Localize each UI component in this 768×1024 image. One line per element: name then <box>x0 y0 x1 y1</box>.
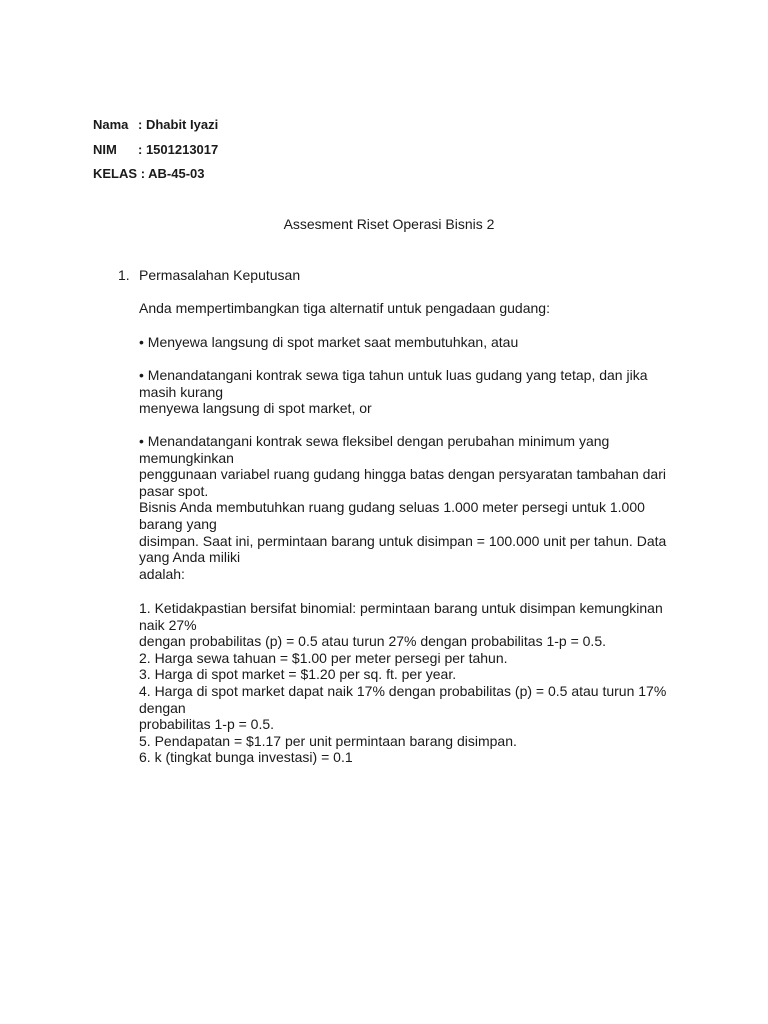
question-intro <box>139 300 699 317</box>
document-title: Assesment Riset Operasi Bisnis 2 <box>283 216 495 232</box>
data-line: 2. Harga sewa tahuan = $1.00 per meter persegi per tahun. <box>139 649 508 666</box>
option-3-line: barang yang <box>139 515 217 532</box>
nim-value: : 1501213017 <box>138 141 219 157</box>
option-3-line: disimpan. Saat ini, permintaan barang untuk disimpan = 100.000 unit per tahun. Data <box>139 532 667 549</box>
question-heading: Permasalahan Keputusan <box>139 267 301 283</box>
option-3-line: • Menandatangani kontrak sewa fleksibel dengan perubahan minimum yang <box>139 433 610 449</box>
option-2 <box>139 367 699 417</box>
data-line: 5. Pendapatan = $1.17 per unit permintaan barang disimpan. <box>139 732 517 749</box>
kelas-label: KELAS <box>93 166 138 181</box>
nama-label: Nama <box>93 117 129 132</box>
option-1-line: • Menyewa langsung di spot market saat membutuhkan, atau <box>139 334 519 350</box>
option-3-line: penggunaan variabel ruang gudang hingga batas dengan persyaratan tambahan dari <box>139 466 666 483</box>
option-3 <box>139 433 699 582</box>
option-3-line: adalah: <box>139 565 185 582</box>
nim-line <box>93 138 218 163</box>
kelas-line <box>93 162 218 187</box>
data-list <box>139 600 699 766</box>
data-line: 6. k (tingkat bunga investasi) = 0.1 <box>139 749 353 766</box>
option-3-line: memungkinkan <box>139 449 234 466</box>
data-line: 3. Harga di spot market = $1.20 per sq. ft. per year. <box>139 666 457 683</box>
data-line: probabilitas 1-p = 0.5. <box>139 716 275 733</box>
nim-label: NIM <box>93 141 117 157</box>
student-info <box>93 113 218 187</box>
data-line: dengan probabilitas (p) = 0.5 atau turun 27% dengan probabilitas 1-p = 0.5. <box>139 633 606 650</box>
option-3-line: Bisnis Anda membutuhkan ruang gudang seluas 1.000 meter persegi untuk 1.000 <box>139 499 645 516</box>
intro-line: Anda mempertimbangkan tiga alternatif untuk pengadaan gudang: <box>139 300 550 316</box>
option-3-line: pasar spot. <box>139 482 209 499</box>
kelas-value: : AB-45-03 <box>140 166 205 181</box>
data-line: naik 27% <box>139 616 197 633</box>
data-line: dengan <box>139 699 186 716</box>
data-line: 4. Harga di spot market dapat naik 17% dengan probabilitas (p) = 0.5 atau turun 17% <box>139 682 667 699</box>
option-1 <box>139 334 699 351</box>
question-number: 1. <box>118 267 130 283</box>
option-2-line: • Menandatangani kontrak sewa tiga tahun untuk luas gudang yang tetap, dan jika <box>139 367 648 383</box>
option-2-line: menyewa langsung di spot market, or <box>139 400 372 417</box>
data-line: 1. Ketidakpastian bersifat binomial: permintaan barang untuk disimpan kemungkinan <box>139 600 663 616</box>
nama-value: : Dhabit Iyazi <box>138 117 219 132</box>
option-2-line: masih kurang <box>139 383 224 400</box>
option-3-line: yang Anda miliki <box>139 549 241 566</box>
nama-line <box>93 113 218 138</box>
